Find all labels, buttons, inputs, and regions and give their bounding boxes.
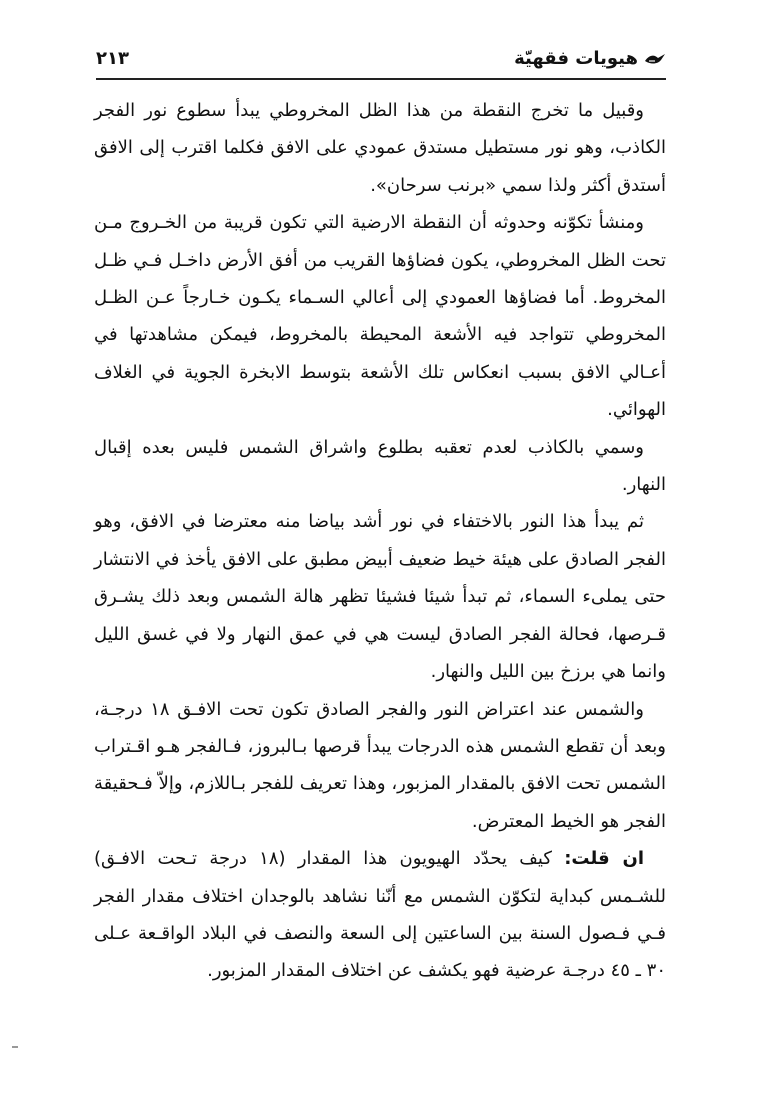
running-title: هيويات فقهيّة <box>514 48 638 69</box>
bird-ornament-icon <box>644 52 666 66</box>
objection-text: كيف يحدّد الهيويون هذا المقدار (١٨ درجة تـحت الافـق) للشـمس كبداية لتكوّن الشمس مع أنّنا نشاهد بالوجدان اختلاف مقدار الفجر فـي فـصول السنة بين الساعتين إلى السعة والنصف في البلاد الواقـعة عـلى ٣٠ ـ ٤٥ درجـة عرضية فهو يكشف عن اختلاف المقدار المزبور. <box>94 848 666 982</box>
header-divider <box>96 78 666 80</box>
running-title-group <box>514 48 666 69</box>
paragraph: وسمي بالكاذب لعدم تعقبه بطلوع واشراق الشمس فليس بعده إقبال النهار. <box>94 436 666 496</box>
scan-edge-mark <box>12 1046 18 1048</box>
paragraph: والشمس عند اعتراض النور والفجر الصادق تكون تحت الافـق ١٨ درجـة، وبعد أن تقطع الشمس هذه الدرجات يبدأ قرصها بـالبروز، فـالفجر هـو اقـتراب الشمس تحت الافق بالمقدار المزبور، وهذا تعريف للفجر بـاللازم، وإلاّ فـحقيقة الفجر هو الخيط المعترض. <box>94 698 666 832</box>
paragraph: ومنشأ تكوّنه وحدوثه أن النقطة الارضية التي تكون قريبة من الخـروج مـن تحت الظل المخروطي، يكون فضاؤها القريب من أفق الأرض داخـل فـي ظـل المخروط. أما فضاؤها العمودي إلى أعالي السـماء يكـون خـارجاً عـن الظـل المخروطي تتواجد فيه الأشعة المحيطة بالمخروط، فيمكن مشاهدتها في أعـالي الافق بسبب انعكاس تلك الأشعة بتوسط الابخرة الجوية في الغلاف الهوائي. <box>94 212 666 421</box>
paragraph: ثم يبدأ هذا النور بالاختفاء في نور أشد بياضا منه معترضا في الافق، وهو الفجر الصادق على هيئة خيط ضعيف أبيض مطبق على الافق يأخذ في الانتشار حتى يملىء السماء، ثم تبدأ شيئا فشيئا تظهر هالة الشمس وبعد ذلك يشـرق قـرصها، فحالة الفجر الصادق ليست هي في عمق النهار ولا في غسق الليل وانما هي برزخ بين الليل والنهار. <box>94 511 666 683</box>
running-header <box>96 44 666 78</box>
page-number: ٢١٣ <box>96 48 129 69</box>
objection-lead: ان قلت: <box>564 848 645 870</box>
paragraph: وقبيل ما تخرج النقطة من هذا الظل المخروطي يبدأ سطوع نور الفجر الكاذب، وهو نور مستطيل مستدق عمودي على الافق فكلما اقترب إلى الافق أستدق أكثر ولذا سمي «برنب سرحان». <box>94 100 666 196</box>
body-text <box>94 92 666 990</box>
paragraph-objection <box>94 840 666 990</box>
